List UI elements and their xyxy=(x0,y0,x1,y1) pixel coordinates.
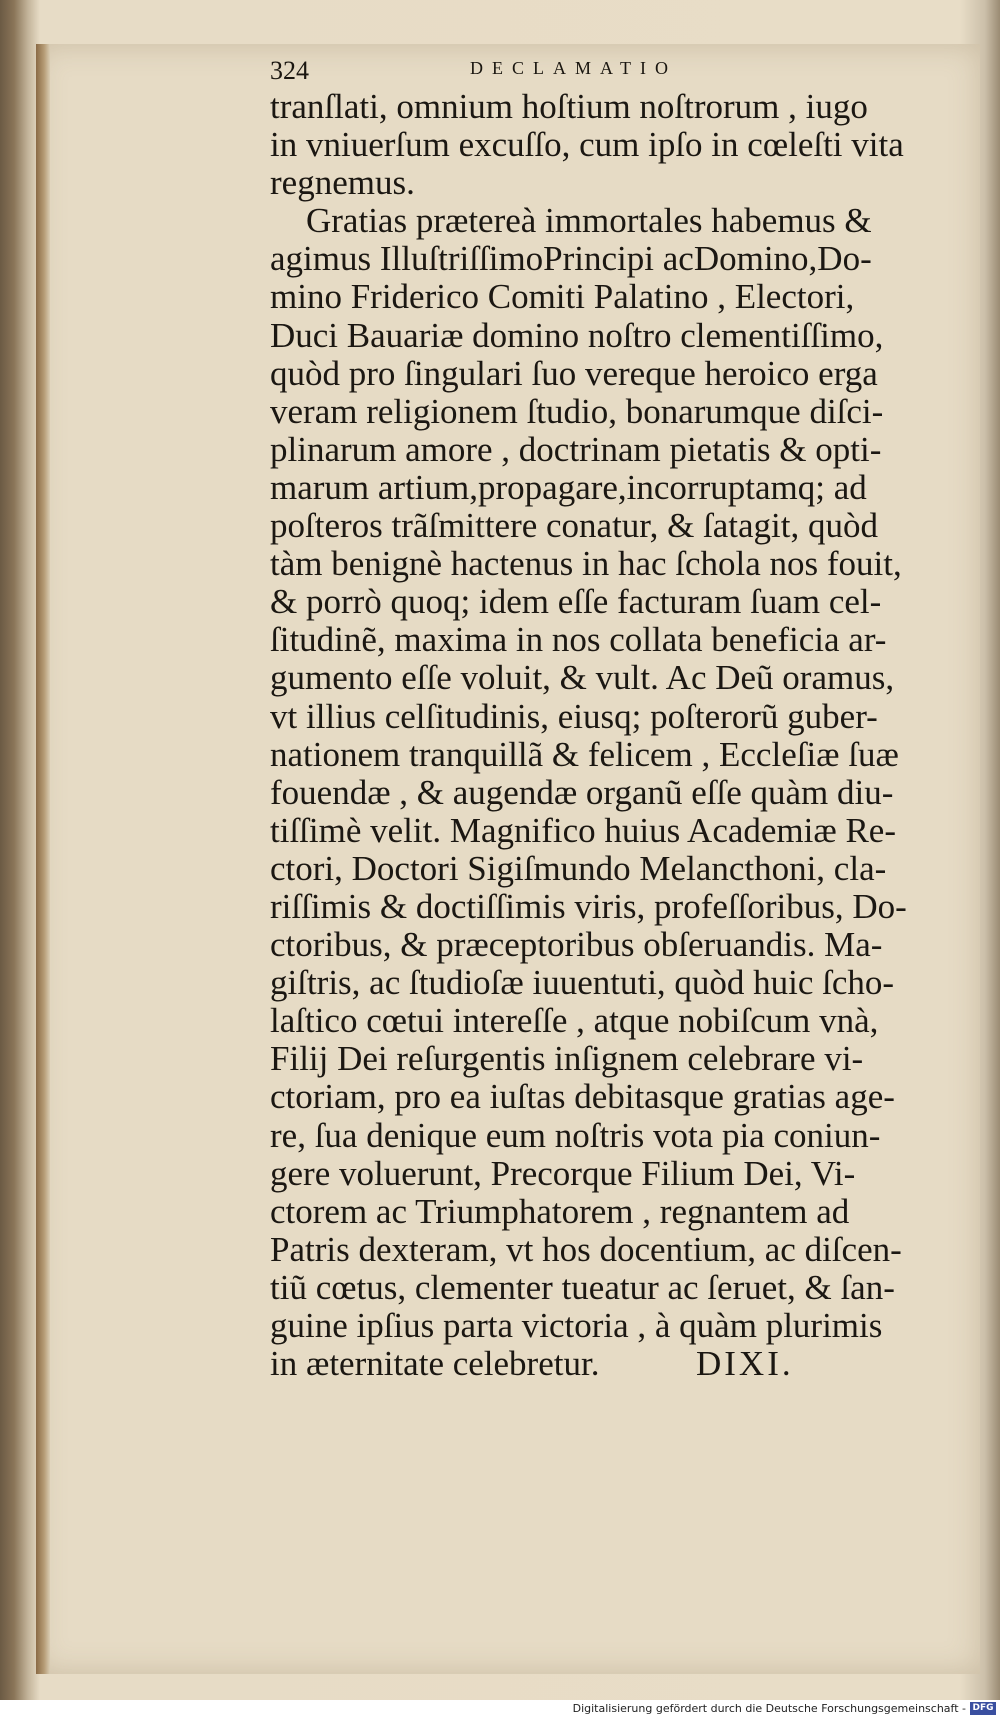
text-line: tiſſimè velit. Magnifico huius Academiæ Re- xyxy=(270,810,897,850)
text-line: veram religionem ſtudio, bonarumque diſci- xyxy=(270,391,884,431)
text-line: ctoriam, pro ea iuſtas debitasque gratias age- xyxy=(270,1077,895,1117)
page-gutter-edge xyxy=(36,44,50,1674)
body-text xyxy=(270,88,930,1383)
text-line: agimus IlluſtriſſimoPrincipi acDomino,Do- xyxy=(270,239,872,279)
text-line: tàm benignè hactenus in hac ſchola nos fouit, xyxy=(270,544,902,584)
text-line: vt illius celſitudinis, eiusq; poſterorũ guber- xyxy=(270,696,878,736)
text-line: Patris dexteram, vt hos docentium, ac diſcen- xyxy=(270,1229,902,1269)
text-line: ſitudinẽ, maxima in nos collata beneficia ar- xyxy=(270,620,887,660)
text-line: ctori, Doctori Sigiſmundo Melancthoni, cla- xyxy=(270,848,887,888)
text-line: marum artium,propagare,incorruptamq; ad xyxy=(270,467,867,507)
text-line: giſtris, ac ſtudioſæ iuuentuti, quòd huic ſcho- xyxy=(270,963,895,1003)
text-line: guine ipſius parta victoria , à quàm plurimis xyxy=(270,1306,883,1345)
running-head: DECLAMATIO xyxy=(470,58,677,78)
text-line: tranſlati, omnium hoſtium noſtrorum , iugo xyxy=(270,87,868,126)
text-line: in vniuerſum excuſſo, cum ipſo in cœleſti vita xyxy=(270,125,904,165)
page-header xyxy=(270,50,950,90)
text-line: in æternitate celebretur. xyxy=(270,1344,600,1384)
text-line: Gratias prætereà immortales habemus & xyxy=(306,201,872,241)
closing-word: DIXI. xyxy=(696,1344,794,1384)
text-line: mino Friderico Comiti Palatino , Electori, xyxy=(270,277,855,317)
text-line: ctorem ac Triumphatorem , regnantem ad xyxy=(270,1191,850,1231)
text-line: re, ſua denique eum noſtris vota pia coniun- xyxy=(270,1115,881,1155)
text-line: nationem tranquillã & felicem , Eccleſiæ ſuæ xyxy=(270,734,899,774)
text-line: gumento eſſe voluit, & vult. Ac Deũ oramus, xyxy=(270,658,895,698)
text-line: & porrò quoq; idem eſſe facturam ſuam cel- xyxy=(270,582,882,622)
text-line: Duci Bauariæ domino noſtro clementiſſimo, xyxy=(270,315,884,355)
funding-credit: Digitalisierung gefördert durch die Deutsche Forschungsgemeinschaft - xyxy=(572,1702,966,1715)
text-line: plinarum amore , doctrinam pietatis & opti- xyxy=(270,429,882,469)
final-line xyxy=(270,1345,930,1383)
text-line: quòd pro ſingulari ſuo vereque heroico erga xyxy=(270,353,878,393)
text-line: Filij Dei reſurgentis inſignem celebrare vi- xyxy=(270,1039,864,1079)
dfg-logo: DFG xyxy=(970,1702,996,1715)
footer-bar xyxy=(0,1700,1000,1718)
page-number: 324 xyxy=(270,56,309,85)
text-line: gere voluerunt, Precorque Filium Dei, Vi- xyxy=(270,1153,856,1193)
text-line: regnemus. xyxy=(270,163,415,203)
text-line: fouendæ , & augendæ organũ eſſe quàm diu- xyxy=(270,772,894,812)
text-line: poſteros trãſmittere conatur, & ſatagit, quòd xyxy=(270,506,879,546)
text-line: laſtico cœtui intereſſe , atque nobiſcum vnà, xyxy=(270,1001,879,1041)
text-line: riſſimis & doctiſſimis viris, profeſſoribus, Do- xyxy=(270,886,907,926)
text-line: ctoribus, & præceptoribus obſeruandis. Ma- xyxy=(270,925,883,965)
text-line: tiũ cœtus, clementer tueatur ac ſeruet, & ſan- xyxy=(270,1267,895,1307)
